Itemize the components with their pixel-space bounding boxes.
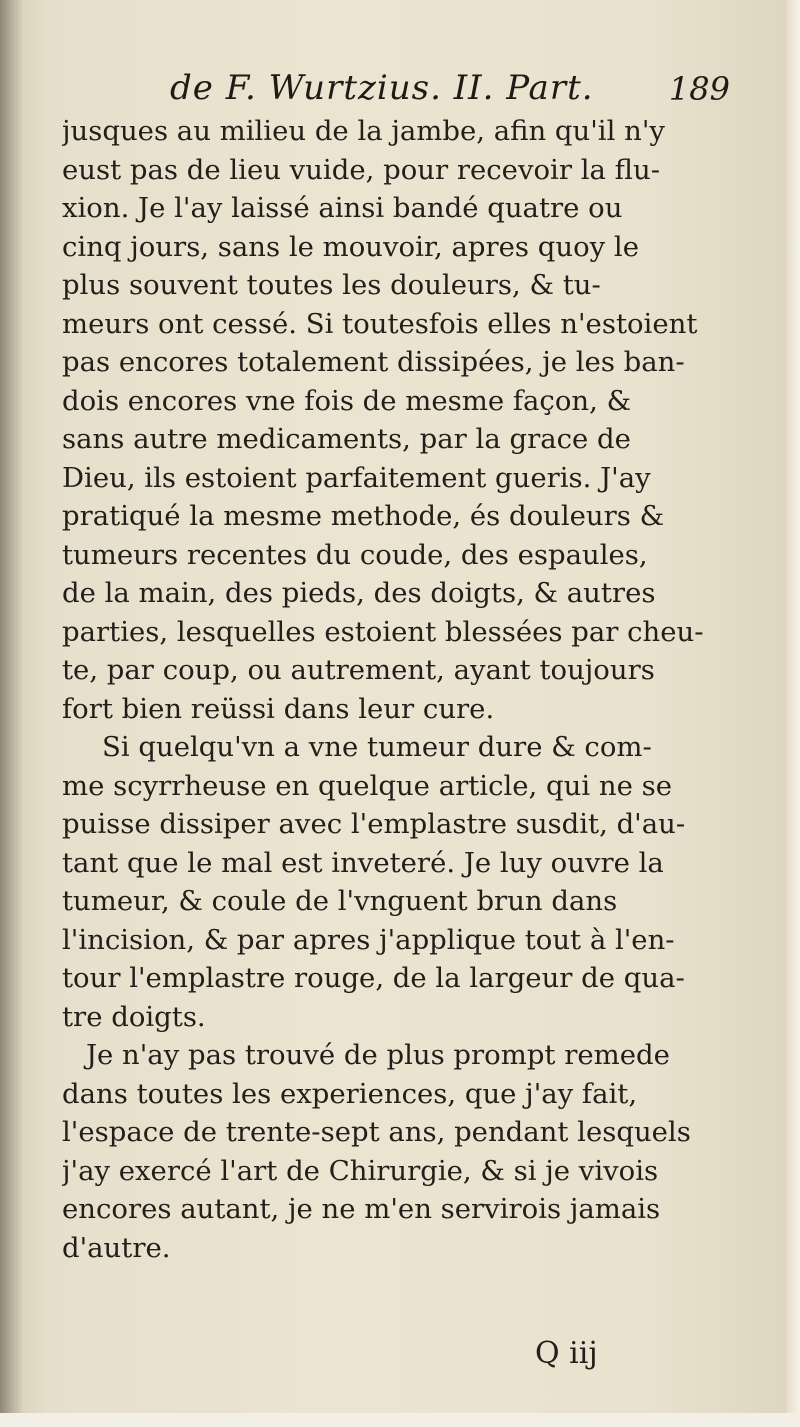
text-line: Je n'ay pas trouvé de plus prompt remede: [86, 1039, 670, 1071]
page-gutter: [0, 0, 22, 1427]
page-right-edge: [786, 0, 800, 1427]
text-line: jusques au milieu de la jambe, afin qu'il n'y: [62, 115, 665, 147]
text-line: parties, lesquelles estoient blessées par cheu-: [62, 615, 704, 648]
page-number: 189: [668, 70, 730, 108]
text-line: eust pas de lieu vuide, pour recevoir la flu-: [62, 153, 660, 186]
text-line: dans toutes les experiences, que j'ay fait,: [62, 1077, 638, 1110]
paragraph-3: [62, 1036, 752, 1267]
body-text: [62, 112, 752, 1267]
text-line: l'incision, & par apres j'applique tout à l'en-: [62, 923, 675, 956]
text-line: de la main, des pieds, des doigts, & autres: [62, 577, 656, 609]
text-line: Dieu, ils estoient parfaitement gueris. J'ay: [62, 461, 651, 494]
text-line: tumeurs recentes du coude, des espaules,: [62, 538, 648, 571]
text-line: Si quelqu'vn a vne tumeur dure & com-: [102, 731, 652, 763]
text-line: meurs ont cessé. Si toutesfois elles n'estoient: [62, 307, 698, 340]
text-line: tre doigts.: [62, 1000, 206, 1033]
page-header: [170, 68, 730, 118]
paragraph-1: [62, 112, 752, 728]
text-line: sans autre medicaments, par la grace de: [62, 423, 631, 455]
text-line: j'ay exercé l'art de Chirurgie, & si je vivois: [62, 1154, 659, 1187]
text-line: tour l'emplastre rouge, de la largeur de qua-: [62, 962, 685, 994]
page-bottom-edge: [0, 1413, 800, 1427]
text-line: me scyrrheuse en quelque article, qui ne se: [62, 769, 673, 802]
text-line: d'autre.: [62, 1231, 171, 1264]
text-line: plus souvent toutes les douleurs, & tu-: [62, 269, 601, 301]
text-line: cinq jours, sans le mouvoir, apres quoy le: [62, 230, 640, 263]
paragraph-2: [62, 728, 752, 1036]
text-line: xion. Je l'ay laissé ainsi bandé quatre ou: [62, 192, 623, 224]
text-line: l'espace de trente-sept ans, pendant lesquels: [62, 1116, 691, 1148]
text-line: puisse dissiper avec l'emplastre susdit, d'au-: [62, 808, 686, 840]
text-line: encores autant, je ne m'en servirois jamais: [62, 1193, 661, 1225]
text-line: fort bien reüssi dans leur cure.: [62, 692, 495, 725]
text-line: te, par coup, ou autrement, ayant toujours: [62, 654, 655, 686]
text-line: pas encores totalement dissipées, je les ban-: [62, 346, 685, 378]
catchword: Q iij: [535, 1336, 598, 1371]
running-head: de F. Wurtzius. II. Part.: [170, 68, 594, 108]
text-line: pratiqué la mesme methode, és douleurs &: [62, 500, 665, 532]
text-line: tant que le mal est inveteré. Je luy ouvre la: [62, 846, 664, 879]
text-line: dois encores vne fois de mesme façon, &: [62, 384, 632, 417]
text-line: tumeur, & coule de l'vnguent brun dans: [62, 885, 618, 917]
